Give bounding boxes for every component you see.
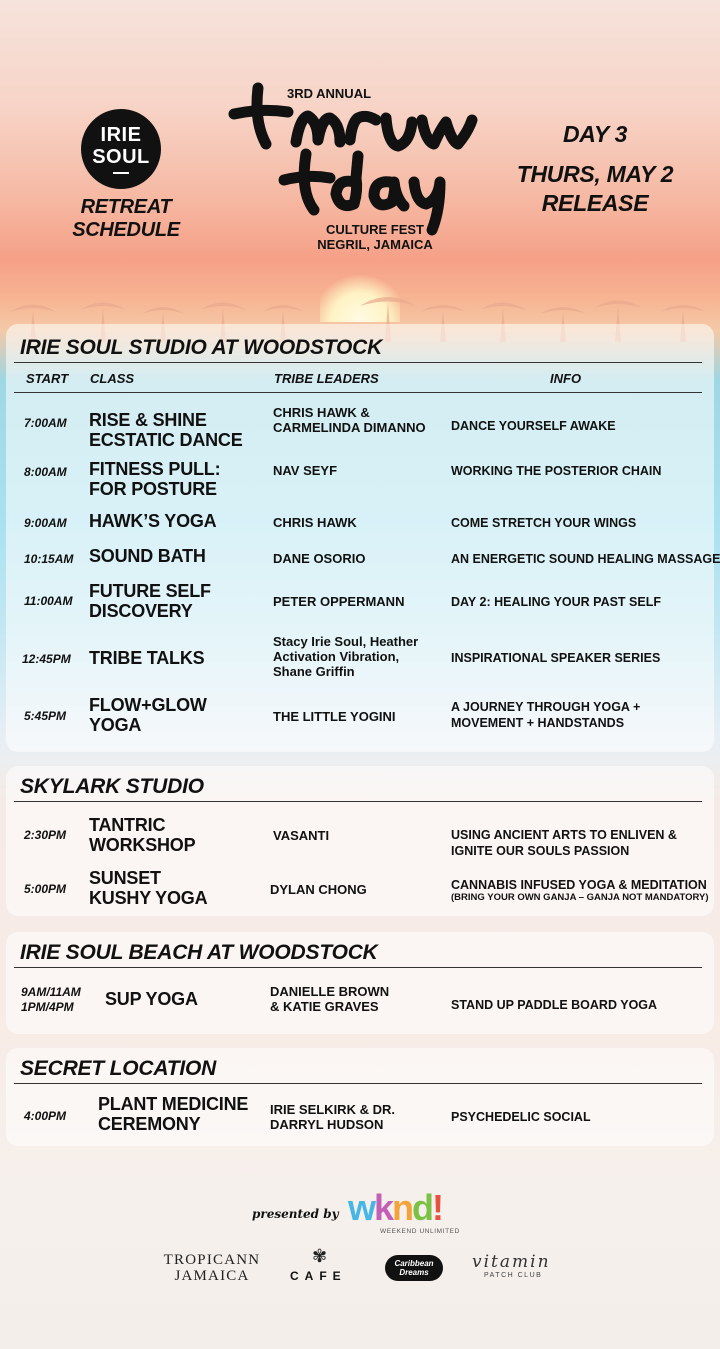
row-info: AN ENERGETIC SOUND HEALING MASSAGE [451, 552, 720, 566]
caribbean-line-1: Caribbean [394, 1259, 434, 1268]
tropicann-line-1: TROPICANN [163, 1252, 261, 1268]
row-leaders: NAV SEYF [273, 463, 338, 478]
caribbean-dreams-logo [385, 1255, 443, 1281]
row-info: DANCE YOURSELF AWAKE [451, 419, 616, 433]
logo-bar [113, 172, 129, 174]
row-leaders: CHRIS HAWK [273, 515, 357, 530]
retreat-schedule-label: RETREAT SCHEDULE [72, 196, 180, 241]
row-start-time: 9:00AM [24, 516, 67, 530]
row-info: PSYCHEDELIC SOCIAL [451, 1110, 591, 1124]
row-class: SUNSET KUSHY YOGA [89, 868, 208, 908]
row-class: FITNESS PULL: FOR POSTURE [89, 459, 221, 499]
row-leaders: PETER OPPERMANN [273, 594, 405, 609]
row-info: STAND UP PADDLE BOARD YOGA [451, 998, 658, 1012]
section-title: IRIE SOUL STUDIO AT WOODSTOCK [20, 336, 383, 359]
row-start-time: 11:00AM [24, 594, 73, 608]
row-info-note: (BRING YOUR OWN GANJA – GANJA NOT MANDATORY) [451, 892, 709, 903]
irie-soul-logo [81, 109, 161, 189]
row-class: RISE & SHINE ECSTATIC DANCE [89, 410, 243, 450]
row-info: USING ANCIENT ARTS TO ENLIVEN & IGNITE OUR SOULS PASSION [451, 828, 677, 858]
row-info: DAY 2: HEALING YOUR PAST SELF [451, 595, 661, 609]
column-header-start: START [26, 371, 69, 386]
row-info: A JOURNEY THROUGH YOGA + MOVEMENT + HANDSTANDS [451, 700, 641, 730]
tropicann-line-2: JAMAICA [174, 1268, 250, 1284]
row-class: PLANT MEDICINE CEREMONY [98, 1094, 249, 1134]
row-start-time: 8:00AM [24, 465, 67, 479]
caribbean-line-2: Dreams [399, 1268, 429, 1277]
row-start-time: 5:00PM [24, 882, 67, 896]
row-leaders: THE LITTLE YOGINI [273, 709, 396, 724]
wknd-letter: ! [432, 1187, 443, 1228]
row-leaders: Stacy Irie Soul, Heather Activation Vibration, Shane Griffin [273, 634, 419, 679]
row-start-time: 5:45PM [24, 709, 67, 723]
row-info: WORKING THE POSTERIOR CHAIN [451, 464, 662, 478]
row-info: COME STRETCH YOUR WINGS [451, 516, 637, 530]
row-leaders: DANE OSORIO [273, 551, 366, 566]
row-leaders: DANIELLE BROWN & KATIE GRAVES [270, 984, 390, 1014]
wknd-logo [348, 1187, 442, 1229]
fest-name: CULTURE FEST [326, 222, 424, 237]
row-start-time: 4:00PM [24, 1109, 67, 1123]
row-leaders: DYLAN CHONG [270, 882, 367, 897]
annual-label: 3RD ANNUAL [287, 86, 372, 101]
wknd-letter: w [348, 1187, 375, 1228]
row-leaders: IRIE SELKIRK & DR. DARRYL HUDSON [270, 1102, 395, 1132]
brand-line-1: IRIE [100, 124, 142, 146]
presented-by-label: presented by [252, 1207, 339, 1221]
wknd-letter: n [392, 1187, 413, 1228]
wknd-tagline: WEEKEND UNLIMITED [380, 1228, 460, 1235]
vitamin-tagline: PATCH CLUB [484, 1272, 543, 1279]
section-divider [14, 362, 702, 363]
row-start-time: 12:45PM [22, 652, 71, 666]
section-title: SECRET LOCATION [20, 1057, 217, 1080]
day-number: DAY 3 [562, 121, 628, 147]
day-theme: RELEASE [541, 190, 649, 216]
column-header-leaders: TRIBE LEADERS [274, 371, 379, 386]
day-info [510, 120, 680, 218]
row-class: FUTURE SELF DISCOVERY [89, 581, 211, 621]
cafe-logo: CAFE [290, 1269, 347, 1283]
brand-line-2: SOUL [92, 146, 150, 168]
wknd-letter: k [374, 1187, 393, 1228]
day-date: THURS, MAY 2 [516, 161, 674, 187]
row-info: INSPIRATIONAL SPEAKER SERIES [451, 651, 661, 665]
row-leaders: CHRIS HAWK & CARMELINDA DIMANNO [273, 405, 426, 435]
row-start-time: 7:00AM [24, 416, 67, 430]
section-divider [14, 967, 702, 968]
row-class: FLOW+GLOW YOGA [89, 695, 207, 735]
section-panel-irie-soul-studio [6, 324, 714, 752]
fest-wordmark-graphic [226, 82, 486, 242]
tropicann-logo [157, 1252, 267, 1284]
row-class: TRIBE TALKS [89, 648, 205, 668]
row-start-time: 2:30PM [24, 828, 67, 842]
wknd-letter: d [412, 1187, 433, 1228]
section-divider [14, 801, 702, 802]
row-start-time: 9AM/11AM 1PM/4PM [21, 985, 81, 1014]
row-leaders: VASANTI [273, 828, 330, 843]
section-divider [14, 1083, 702, 1084]
row-class: HAWK’S YOGA [89, 511, 217, 531]
row-class: SUP YOGA [105, 989, 198, 1009]
row-info: CANNABIS INFUSED YOGA & MEDITATION [451, 878, 707, 892]
section-title: SKYLARK STUDIO [20, 775, 204, 798]
column-header-class: CLASS [90, 371, 135, 386]
row-class: SOUND BATH [89, 546, 206, 566]
column-header-info: INFO [550, 371, 582, 386]
row-start-time: 10:15AM [24, 552, 74, 566]
section-title: IRIE SOUL BEACH AT WOODSTOCK [20, 941, 378, 964]
fest-location: NEGRIL, JAMAICA [317, 237, 433, 252]
vitamin-logo: vitamin [472, 1252, 551, 1272]
cannabis-leaf-icon: ✾ [312, 1246, 328, 1266]
row-class: TANTRIC WORKSHOP [89, 815, 196, 855]
header-divider [14, 392, 702, 393]
